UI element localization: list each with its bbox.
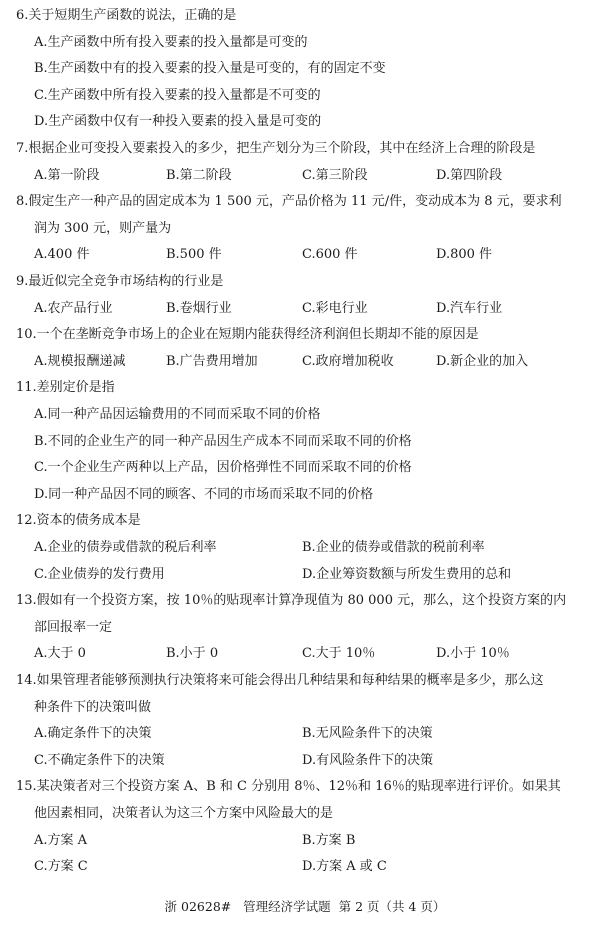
- answer-option: A.方案 A: [34, 832, 88, 848]
- answer-option: D.方案 A 或 C: [302, 859, 387, 875]
- answer-option: B.第二阶段: [166, 167, 232, 183]
- answer-option: C.彩电行业: [302, 300, 368, 316]
- answer-option: B.500 件: [166, 247, 222, 263]
- answer-option: C.大于 10％: [302, 646, 376, 662]
- question-stem: 7.根据企业可变投入要素投入的多少，把生产划分为三个阶段，其中在经济上合理的阶段是: [16, 141, 536, 156]
- question-stem: 他因素相同，决策者认为这三个方案中风险最大的是: [34, 805, 334, 821]
- answer-option: D.生产函数中仅有一种投入要素的投入量是可变的: [34, 114, 322, 130]
- answer-option: C.生产函数中所有投入要素的投入量都是不可变的: [34, 87, 321, 103]
- answer-option: D.有风险条件下的决策: [302, 752, 434, 768]
- answer-option: B.广告费用增加: [166, 353, 258, 369]
- answer-option: D.企业筹资数额与所发生费用的总和: [302, 566, 512, 582]
- answer-option: D.800 件: [436, 247, 493, 263]
- answer-option: C.企业债券的发行费用: [34, 566, 165, 582]
- question-stem: 9.最近似完全竞争市场结构的行业是: [16, 274, 224, 289]
- question-stem: 14.如果管理者能够预测执行决策将来可能会得出几种结果和每种结果的概率是多少，那么这: [16, 673, 544, 688]
- question-stem: 6.关于短期生产函数的说法，正确的是: [16, 8, 237, 23]
- answer-option: C.政府增加税收: [302, 353, 394, 369]
- answer-option: C.方案 C: [34, 859, 88, 875]
- answer-option: A.生产函数中所有投入要素的投入量都是可变的: [34, 34, 308, 50]
- question-stem: 15.某决策者对三个投资方案 A、B 和 C 分别用 8％、12％和 16％的贴现率进行评价。如果其: [16, 779, 561, 795]
- answer-option: D.同一种产品因不同的顾客、不同的市场而采取不同的价格: [34, 486, 374, 502]
- answer-option: B.生产函数中有的投入要素的投入量是可变的，有的固定不变: [34, 61, 386, 77]
- answer-option: A.确定条件下的决策: [34, 726, 152, 742]
- answer-option: A.规模报酬递减: [34, 353, 126, 369]
- answer-option: D.小于 10％: [436, 646, 510, 662]
- answer-option: D.第四阶段: [436, 167, 503, 183]
- question-stem: 润为 300 元，则产量为: [34, 220, 172, 236]
- answer-option: B.企业的债券或借款的税前利率: [302, 539, 485, 555]
- answer-option: D.新企业的加入: [436, 353, 529, 369]
- answer-option: C.不确定条件下的决策: [34, 752, 165, 768]
- answer-option: D.汽车行业: [436, 300, 503, 316]
- answer-option: A.同一种产品因运输费用的不同而采取不同的价格: [34, 406, 321, 422]
- question-stem: 12.资本的债务成本是: [16, 513, 141, 529]
- question-stem: 8.假定生产一种产品的固定成本为 1 500 元，产品价格为 11 元/件，变动成本为 8 元，要求利: [16, 194, 562, 210]
- answer-option: B.卷烟行业: [166, 300, 232, 316]
- answer-option: A.大于 0: [34, 646, 86, 662]
- answer-option: B.小于 0: [166, 646, 219, 662]
- question-stem: 种条件下的决策叫做: [34, 699, 152, 715]
- question-stem: 13.假如有一个投资方案，按 10％的贴现率计算净现值为 80 000 元，那么，这个投资方案的内: [16, 593, 567, 609]
- answer-option: B.方案 B: [302, 832, 356, 848]
- answer-option: B.不同的企业生产的同一种产品因生产成本不同而采取不同的价格: [34, 433, 412, 449]
- answer-option: C.600 件: [302, 247, 358, 263]
- answer-option: C.第三阶段: [302, 167, 368, 183]
- answer-option: A.400 件: [34, 247, 90, 263]
- answer-option: A.企业的债券或借款的税后利率: [34, 539, 217, 555]
- answer-option: A.第一阶段: [34, 167, 100, 183]
- question-stem: 部回报率一定: [34, 619, 113, 635]
- answer-option: A.农产品行业: [34, 300, 113, 316]
- answer-option: B.无风险条件下的决策: [302, 726, 433, 742]
- page-footer: 浙 02628# 管理经济学试题 第 2 页（共 4 页）: [164, 899, 446, 914]
- question-stem: 10.一个在垄断竞争市场上的企业在短期内能获得经济利润但长期却不能的原因是: [16, 327, 479, 343]
- answer-option: C.一个企业生产两种以上产品，因价格弹性不同而采取不同的价格: [34, 460, 412, 476]
- question-stem: 11.差别定价是指: [16, 380, 115, 396]
